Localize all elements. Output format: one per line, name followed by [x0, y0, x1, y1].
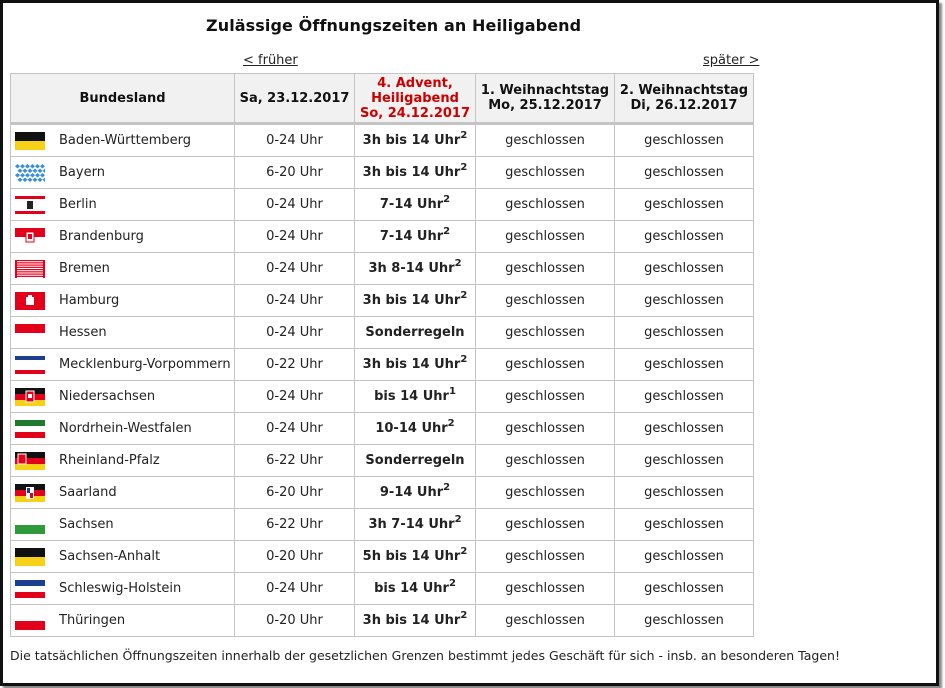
second-christmas-day-hours: geschlossen	[615, 573, 754, 605]
table-row-nordrhein-westfalen	[11, 413, 754, 445]
footnote-marker: 2	[447, 418, 455, 429]
saturday-hours: 0-24 Uhr	[235, 285, 355, 317]
first-christmas-day-hours: geschlossen	[476, 573, 615, 605]
header-day-23: Sa, 23.12.2017	[235, 74, 355, 124]
christmas-eve-hours: bis 14 Uhr$^1$	[355, 381, 476, 413]
footnote-marker: 2	[454, 258, 462, 269]
footnote-marker: 2	[460, 162, 468, 173]
second-christmas-day-hours: geschlossen	[615, 413, 754, 445]
christmas-eve-hours: 3h 8-14 Uhr$^2$	[355, 253, 476, 285]
first-christmas-day-hours: geschlossen	[476, 445, 615, 477]
state-name: Sachsen-Anhalt	[59, 549, 161, 564]
table-row-hamburg	[11, 285, 754, 317]
flag-bb-icon	[15, 228, 45, 246]
saturday-hours: 0-24 Uhr	[235, 413, 355, 445]
state-name: Sachsen	[59, 517, 114, 532]
state-name: Baden-Württemberg	[59, 133, 191, 148]
state-name: Hamburg	[59, 293, 120, 308]
footnote-marker: 2	[443, 226, 451, 237]
state-cell	[11, 413, 235, 445]
table-row-bremen	[11, 253, 754, 285]
first-christmas-day-hours: geschlossen	[476, 509, 615, 541]
state-cell	[11, 221, 235, 253]
table-row-brandenburg	[11, 221, 754, 253]
first-christmas-day-hours: geschlossen	[476, 381, 615, 413]
table-row-berlin	[11, 189, 754, 221]
christmas-eve-hours: 3h bis 14 Uhr$^2$	[355, 349, 476, 381]
second-christmas-day-hours: geschlossen	[615, 605, 754, 637]
saturday-hours: 0-24 Uhr	[235, 253, 355, 285]
state-name: Berlin	[59, 197, 97, 212]
state-cell	[11, 317, 235, 349]
footnote: Die tatsächlichen Öffnungszeiten innerhalb der gesetzlichen Grenzen bestimmt jedes Geschäft für sich - insb. an besonderen Tagen!	[10, 648, 840, 663]
table-row-hessen	[11, 317, 754, 349]
table-row-schleswig-holstein	[11, 573, 754, 605]
second-christmas-day-hours: geschlossen	[615, 221, 754, 253]
saturday-hours: 0-20 Uhr	[235, 605, 355, 637]
footnote-marker: 2	[443, 194, 451, 205]
christmas-eve-hours: 7-14 Uhr$^2$	[355, 189, 476, 221]
footnote-marker: 1	[448, 386, 456, 397]
footnote-marker: 2	[460, 354, 468, 365]
second-christmas-day-hours: geschlossen	[615, 381, 754, 413]
state-name: Mecklenburg-Vorpommern	[59, 357, 231, 372]
table-row-thueringen	[11, 605, 754, 637]
state-name: Nordrhein-Westfalen	[59, 421, 192, 436]
first-christmas-day-hours: geschlossen	[476, 189, 615, 221]
state-cell	[11, 189, 235, 221]
header-day-26: 2. Weihnachtstag Di, 26.12.2017	[615, 74, 754, 124]
first-christmas-day-hours: geschlossen	[476, 124, 615, 157]
flag-sh-icon	[15, 580, 45, 598]
state-cell	[11, 253, 235, 285]
flag-sn-icon	[15, 516, 45, 534]
saturday-hours: 0-22 Uhr	[235, 349, 355, 381]
flag-by-icon	[15, 164, 45, 182]
state-cell	[11, 445, 235, 477]
christmas-eve-hours: 9-14 Uhr$^2$	[355, 477, 476, 509]
table-row-niedersachsen	[11, 381, 754, 413]
state-name: Bayern	[59, 165, 105, 180]
saturday-hours: 0-24 Uhr	[235, 221, 355, 253]
saturday-hours: 6-20 Uhr	[235, 157, 355, 189]
state-cell	[11, 573, 235, 605]
second-christmas-day-hours: geschlossen	[615, 157, 754, 189]
state-name: Saarland	[59, 485, 117, 500]
footnote-marker: 2	[460, 130, 468, 141]
flag-rp-icon	[15, 452, 45, 470]
flag-ni-icon	[15, 388, 45, 406]
earlier-link[interactable]: < früher	[243, 53, 298, 68]
opening-hours-table	[10, 73, 754, 637]
state-cell	[11, 157, 235, 189]
christmas-eve-hours: Sonderregeln	[355, 317, 476, 349]
header-state: Bundesland	[11, 74, 235, 124]
saturday-hours: 0-24 Uhr	[235, 381, 355, 413]
footnote-marker: 2	[448, 578, 456, 589]
flag-hb-icon	[15, 260, 45, 278]
saturday-hours: 0-24 Uhr	[235, 573, 355, 605]
footnote-marker: 2	[460, 610, 468, 621]
christmas-eve-hours: 3h bis 14 Uhr$^2$	[355, 285, 476, 317]
second-christmas-day-hours: geschlossen	[615, 189, 754, 221]
saturday-hours: 6-20 Uhr	[235, 477, 355, 509]
first-christmas-day-hours: geschlossen	[476, 157, 615, 189]
state-name: Brandenburg	[59, 229, 144, 244]
second-christmas-day-hours: geschlossen	[615, 285, 754, 317]
state-cell	[11, 477, 235, 509]
saturday-hours: 0-24 Uhr	[235, 189, 355, 221]
christmas-eve-hours: 3h bis 14 Uhr$^2$	[355, 605, 476, 637]
later-link[interactable]: später >	[703, 53, 760, 68]
second-christmas-day-hours: geschlossen	[615, 317, 754, 349]
saturday-hours: 0-24 Uhr	[235, 124, 355, 157]
flag-mv-icon	[15, 356, 45, 374]
flag-sl-icon	[15, 484, 45, 502]
first-christmas-day-hours: geschlossen	[476, 317, 615, 349]
saturday-hours: 6-22 Uhr	[235, 445, 355, 477]
first-christmas-day-hours: geschlossen	[476, 349, 615, 381]
footnote-marker: 2	[460, 546, 468, 557]
state-cell	[11, 285, 235, 317]
state-cell	[11, 124, 235, 157]
footnote-marker: 2	[460, 290, 468, 301]
second-christmas-day-hours: geschlossen	[615, 477, 754, 509]
footnote-marker: 2	[454, 514, 462, 525]
christmas-eve-hours: 3h 7-14 Uhr$^2$	[355, 509, 476, 541]
first-christmas-day-hours: geschlossen	[476, 477, 615, 509]
saturday-hours: 0-20 Uhr	[235, 541, 355, 573]
flag-bw-icon	[15, 132, 45, 150]
christmas-eve-hours: Sonderregeln	[355, 445, 476, 477]
state-cell	[11, 541, 235, 573]
first-christmas-day-hours: geschlossen	[476, 541, 615, 573]
table-row-sachsen	[11, 509, 754, 541]
flag-nw-icon	[15, 420, 45, 438]
flag-be-icon	[15, 196, 45, 214]
footnote-marker: 2	[443, 482, 451, 493]
saturday-hours: 6-22 Uhr	[235, 509, 355, 541]
christmas-eve-hours: 10-14 Uhr$^2$	[355, 413, 476, 445]
state-cell	[11, 349, 235, 381]
flag-hh-icon	[15, 292, 45, 310]
state-cell	[11, 381, 235, 413]
first-christmas-day-hours: geschlossen	[476, 221, 615, 253]
state-name: Hessen	[59, 325, 107, 340]
flag-th-icon	[15, 612, 45, 630]
table-row-saarland	[11, 477, 754, 509]
state-name: Niedersachsen	[59, 389, 156, 404]
first-christmas-day-hours: geschlossen	[476, 413, 615, 445]
christmas-eve-hours: 7-14 Uhr$^2$	[355, 221, 476, 253]
saturday-hours: 0-24 Uhr	[235, 317, 355, 349]
christmas-eve-hours: bis 14 Uhr$^2$	[355, 573, 476, 605]
table-header-row	[11, 74, 754, 124]
table-row-rheinland-pfalz	[11, 445, 754, 477]
state-name: Schleswig-Holstein	[59, 581, 182, 596]
second-christmas-day-hours: geschlossen	[615, 445, 754, 477]
flag-st-icon	[15, 548, 45, 566]
second-christmas-day-hours: geschlossen	[615, 509, 754, 541]
page-title: Zulässige Öffnungszeiten an Heiligabend	[206, 16, 582, 35]
first-christmas-day-hours: geschlossen	[476, 285, 615, 317]
state-cell	[11, 509, 235, 541]
header-day-24: 4. Advent, Heiligabend So, 24.12.2017	[355, 74, 476, 124]
second-christmas-day-hours: geschlossen	[615, 349, 754, 381]
state-name: Bremen	[59, 261, 110, 276]
second-christmas-day-hours: geschlossen	[615, 541, 754, 573]
first-christmas-day-hours: geschlossen	[476, 253, 615, 285]
header-day-25: 1. Weihnachtstag Mo, 25.12.2017	[476, 74, 615, 124]
christmas-eve-hours: 3h bis 14 Uhr$^2$	[355, 124, 476, 157]
table-row-sachsen-anhalt	[11, 541, 754, 573]
state-name: Rheinland-Pfalz	[59, 453, 160, 468]
state-cell	[11, 605, 235, 637]
table-row-baden-wuerttemberg	[11, 124, 754, 157]
table-row-mecklenburg-vorpommern	[11, 349, 754, 381]
table-row-bayern	[11, 157, 754, 189]
christmas-eve-hours: 3h bis 14 Uhr$^2$	[355, 157, 476, 189]
flag-he-icon	[15, 324, 45, 342]
state-name: Thüringen	[59, 613, 126, 628]
second-christmas-day-hours: geschlossen	[615, 124, 754, 157]
first-christmas-day-hours: geschlossen	[476, 605, 615, 637]
christmas-eve-hours: 5h bis 14 Uhr$^2$	[355, 541, 476, 573]
second-christmas-day-hours: geschlossen	[615, 253, 754, 285]
